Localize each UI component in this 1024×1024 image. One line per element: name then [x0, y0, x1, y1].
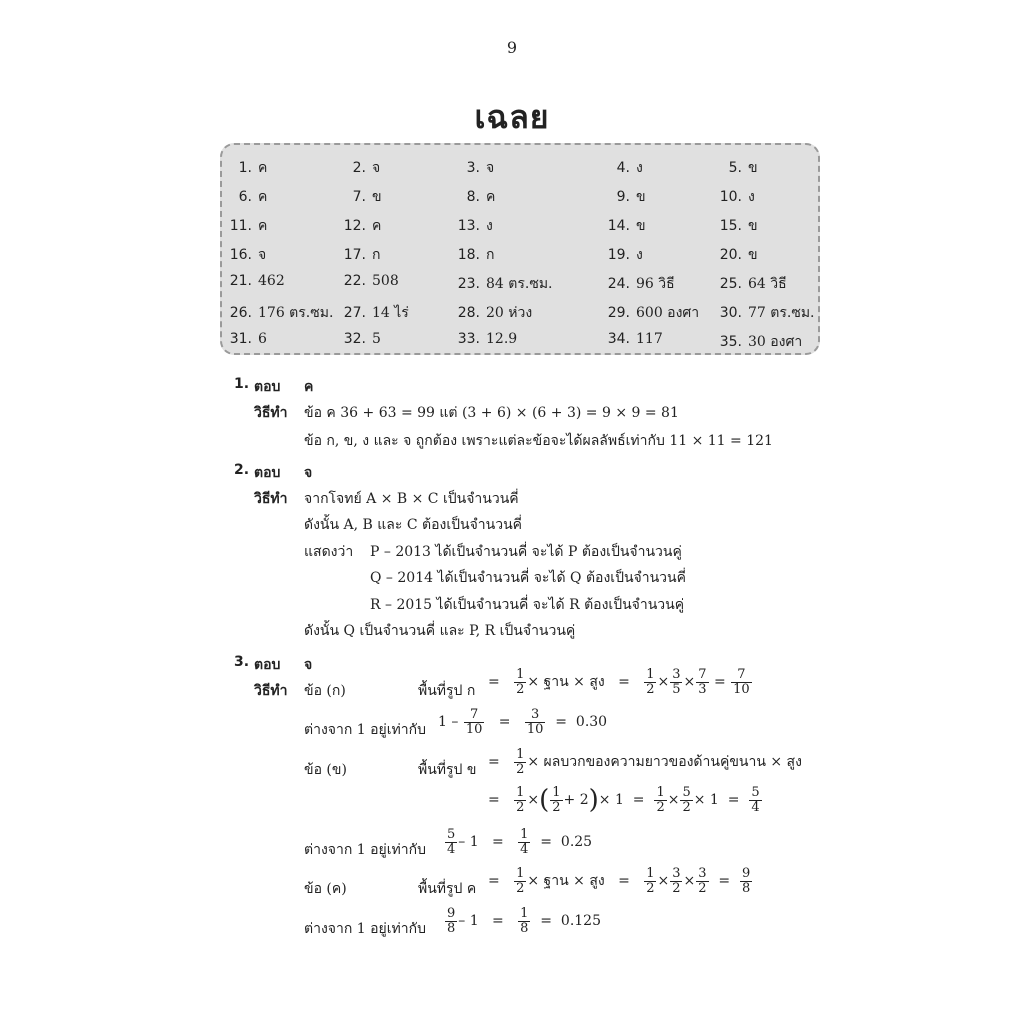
answer-item-number: 28.	[457, 305, 480, 321]
answer-item-value: จ	[372, 160, 381, 176]
answer-item-value: 5	[372, 331, 381, 347]
answer-item-value: 96 วิธี	[636, 276, 675, 292]
answer-item-value: ค	[486, 189, 496, 205]
answer-item-value: 77 ตร.ซม.	[748, 305, 815, 321]
answer-item-number: 33.	[457, 331, 480, 347]
q3-area-b-calc: = $\frac{1}{2}$ × ( $\frac{1}{2}$ + 2 ) × 1 = $\frac{1}{2}$ × $\frac{5}{2}$ × 1 = $\frac{5}{4}$	[488, 785, 760, 816]
answer-item-value: ก	[372, 247, 381, 263]
answer-item-value: ข	[636, 218, 646, 234]
q3-diff-c-label: ต่างจาก 1 อยู่เท่ากับ	[304, 921, 426, 937]
answer-item-value: 12.9	[486, 331, 518, 347]
answer-item-value: ข	[748, 247, 758, 263]
q3-diff-a-label: ต่างจาก 1 อยู่เท่ากับ	[304, 722, 426, 738]
q2-line-5: R – 2015 ได้เป็นจำนวนคี่ จะได้ R ต้องเป็นจำนวนคู่	[370, 597, 685, 613]
answer-item-value: ง	[486, 218, 493, 234]
q1-answer: ค	[304, 379, 314, 395]
q2-show-label: แสดงว่า	[304, 544, 354, 560]
answer-item	[336, 331, 381, 347]
answer-item	[712, 215, 758, 237]
answer-item	[712, 302, 815, 324]
answer-item	[222, 331, 267, 347]
answer-item-value: 6	[258, 331, 267, 347]
answer-item-number: 22.	[343, 273, 366, 289]
q3-area-c-formula: = $\frac{1}{2}$ × ฐาน × สูง = $\frac{1}{2}$ × $\frac{3}{2}$ × $\frac{3}{2}$ = $\frac{9}{8}$	[488, 866, 751, 896]
answer-item	[336, 215, 381, 237]
answer-item-number: 6.	[238, 189, 252, 205]
q3-area-b-formula: = $\frac{1}{2}$ × ผลบวกของความยาวของด้านคู่ขนาน × สูง	[488, 747, 802, 777]
answer-item	[336, 244, 380, 266]
answer-item-value: 30 องศา	[748, 334, 803, 350]
answer-item	[450, 331, 517, 347]
answer-item-value: 14 ไร่	[372, 305, 409, 321]
answer-item-number: 26.	[229, 305, 252, 321]
answer-item-value: 176 ตร.ซม.	[258, 305, 334, 321]
answer-item-value: 117	[636, 331, 663, 347]
answer-item-value: ข	[748, 160, 758, 176]
answer-item-number: 25.	[719, 276, 742, 292]
answer-item	[600, 302, 699, 324]
q3-method-label: วิธีทำ	[254, 683, 288, 699]
answer-item-number: 8.	[466, 189, 480, 205]
q1-line-2: ข้อ ก, ข, ง และ จ ถูกต้อง เพราะแต่ละข้อจะได้ผลลัพธ์เท่ากับ 11 × 11 = 121	[304, 433, 773, 449]
answer-item	[450, 186, 495, 208]
answer-item-number: 15.	[719, 218, 742, 234]
answer-item	[600, 186, 646, 208]
answer-item-number: 23.	[457, 276, 480, 292]
answer-item	[222, 157, 267, 179]
answer-item-value: จ	[486, 160, 495, 176]
answer-item-number: 4.	[616, 160, 630, 176]
answer-item-value: ค	[258, 189, 268, 205]
answer-item	[600, 215, 646, 237]
q3-diff-c-formula: $\frac{9}{8}$ – 1 = $\frac{1}{8}$ = 0.125	[447, 906, 602, 936]
q2-number: 2.	[234, 462, 250, 478]
answer-item-value: ข	[748, 218, 758, 234]
q2-line-3: P – 2013 ได้เป็นจำนวนคี่ จะได้ P ต้องเป็นจำนวนคู่	[370, 544, 682, 560]
answer-item	[222, 186, 267, 208]
answer-item-number: 7.	[352, 189, 366, 205]
q3-diff-b-formula: $\frac{5}{4}$ – 1 = $\frac{1}{4}$ = 0.25	[447, 827, 593, 857]
answer-item	[450, 302, 532, 324]
answer-item	[712, 273, 787, 295]
answer-item-value: 600 องศา	[636, 305, 700, 321]
answer-item-number: 9.	[616, 189, 630, 205]
q3-area-b-label: พื้นที่รูป ข	[418, 762, 477, 778]
answer-item	[222, 302, 333, 324]
q3-area-a-label: พื้นที่รูป ก	[418, 683, 476, 699]
answer-item-value: ง	[636, 160, 643, 176]
answer-item-value: ง	[636, 247, 643, 263]
answer-item	[712, 186, 755, 208]
answer-item	[600, 331, 663, 347]
answer-item-value: ข	[636, 189, 646, 205]
answer-item-number: 3.	[466, 160, 480, 176]
answer-item-number: 32.	[343, 331, 366, 347]
answer-item-value: จ	[258, 247, 267, 263]
answer-item	[222, 244, 266, 266]
answer-item	[222, 215, 267, 237]
answer-item	[336, 157, 380, 179]
q2-line-2: ดังนั้น A, B และ C ต้องเป็นจำนวนคี่	[304, 517, 523, 533]
q2-method-label: วิธีทำ	[254, 491, 288, 507]
answer-item-value: ค	[258, 218, 268, 234]
page-title: เฉลย	[474, 98, 550, 136]
answer-item	[712, 331, 802, 353]
answer-item-number: 2.	[352, 160, 366, 176]
q1-method-label: วิธีทำ	[254, 405, 288, 421]
answer-item	[600, 244, 643, 266]
answer-item-number: 5.	[728, 160, 742, 176]
answer-item	[222, 273, 285, 289]
answer-item-number: 14.	[607, 218, 630, 234]
q2-line-6: ดังนั้น Q เป็นจำนวนคี่ และ P, R เป็นจำนวนคู่	[304, 623, 576, 639]
q3-answer: จ	[304, 657, 313, 673]
answer-item	[336, 273, 399, 289]
page-number: 9	[506, 38, 518, 57]
q3-area-a-formula: = $\frac{1}{2}$ × ฐาน × สูง = $\frac{1}{2}$ × $\frac{3}{5}$ × $\frac{7}{3}$ = $\frac{7}{10}$	[488, 667, 750, 697]
answer-item	[600, 273, 675, 295]
answer-item-value: ข	[372, 189, 382, 205]
q3-choice-c: ข้อ (ค)	[304, 881, 347, 897]
q3-choice-b: ข้อ (ข)	[304, 762, 347, 778]
answer-item	[336, 186, 382, 208]
q3-area-c-label: พื้นที่รูป ค	[418, 881, 477, 897]
answer-item-value: ค	[372, 218, 382, 234]
answer-item-number: 29.	[607, 305, 630, 321]
answer-item-number: 35.	[719, 334, 742, 350]
answer-item	[450, 215, 493, 237]
q2-answer-label: ตอบ	[254, 465, 281, 481]
q2-answer: จ	[304, 465, 313, 481]
answer-item-number: 30.	[719, 305, 742, 321]
answer-item-number: 17.	[343, 247, 366, 263]
q1-number: 1.	[234, 376, 250, 392]
answer-item-value: 462	[258, 273, 285, 289]
q2-line-1: จากโจทย์ A × B × C เป็นจำนวนคี่	[304, 491, 519, 507]
answer-item-number: 27.	[343, 305, 366, 321]
answer-item-number: 18.	[457, 247, 480, 263]
answer-item-value: 508	[372, 273, 399, 289]
answer-item-number: 11.	[229, 218, 252, 234]
q3-answer-label: ตอบ	[254, 657, 281, 673]
answer-item-number: 19.	[607, 247, 630, 263]
answer-item-number: 16.	[229, 247, 252, 263]
answer-item-number: 34.	[607, 331, 630, 347]
answer-item-value: 64 วิธี	[748, 276, 787, 292]
answer-item	[450, 157, 494, 179]
answer-item-value: 84 ตร.ซม.	[486, 276, 553, 292]
answer-item	[712, 244, 758, 266]
answer-item	[600, 157, 643, 179]
q3-choice-a: ข้อ (ก)	[304, 683, 346, 699]
answer-item-value: ก	[486, 247, 495, 263]
answer-item-number: 12.	[343, 218, 366, 234]
answer-item-number: 13.	[457, 218, 480, 234]
answer-item-value: ค	[258, 160, 268, 176]
q3-number: 3.	[234, 654, 250, 670]
answer-item-number: 31.	[229, 331, 252, 347]
answer-item-value: 20 ห่วง	[486, 305, 533, 321]
answer-item-number: 1.	[238, 160, 252, 176]
answer-item-number: 21.	[229, 273, 252, 289]
answer-item	[712, 157, 758, 179]
answer-item	[450, 273, 553, 295]
q3-diff-a-formula: 1 – $\frac{7}{10}$ = $\frac{3}{10}$ = 0.30	[438, 707, 608, 737]
q1-answer-label: ตอบ	[254, 379, 281, 395]
q1-line-1: ข้อ ค 36 + 63 = 99 แต่ (3 + 6) × (6 + 3) = 9 × 9 = 81	[304, 405, 679, 421]
q2-line-4: Q – 2014 ได้เป็นจำนวนคี่ จะได้ Q ต้องเป็นจำนวนคี่	[370, 570, 686, 586]
answer-item-number: 24.	[607, 276, 630, 292]
answer-key-box	[220, 143, 820, 355]
answer-item-number: 20.	[719, 247, 742, 263]
answer-item	[450, 244, 494, 266]
answer-item-value: ง	[748, 189, 755, 205]
answer-item-number: 10.	[719, 189, 742, 205]
q3-diff-b-label: ต่างจาก 1 อยู่เท่ากับ	[304, 842, 426, 858]
answer-item	[336, 302, 409, 324]
